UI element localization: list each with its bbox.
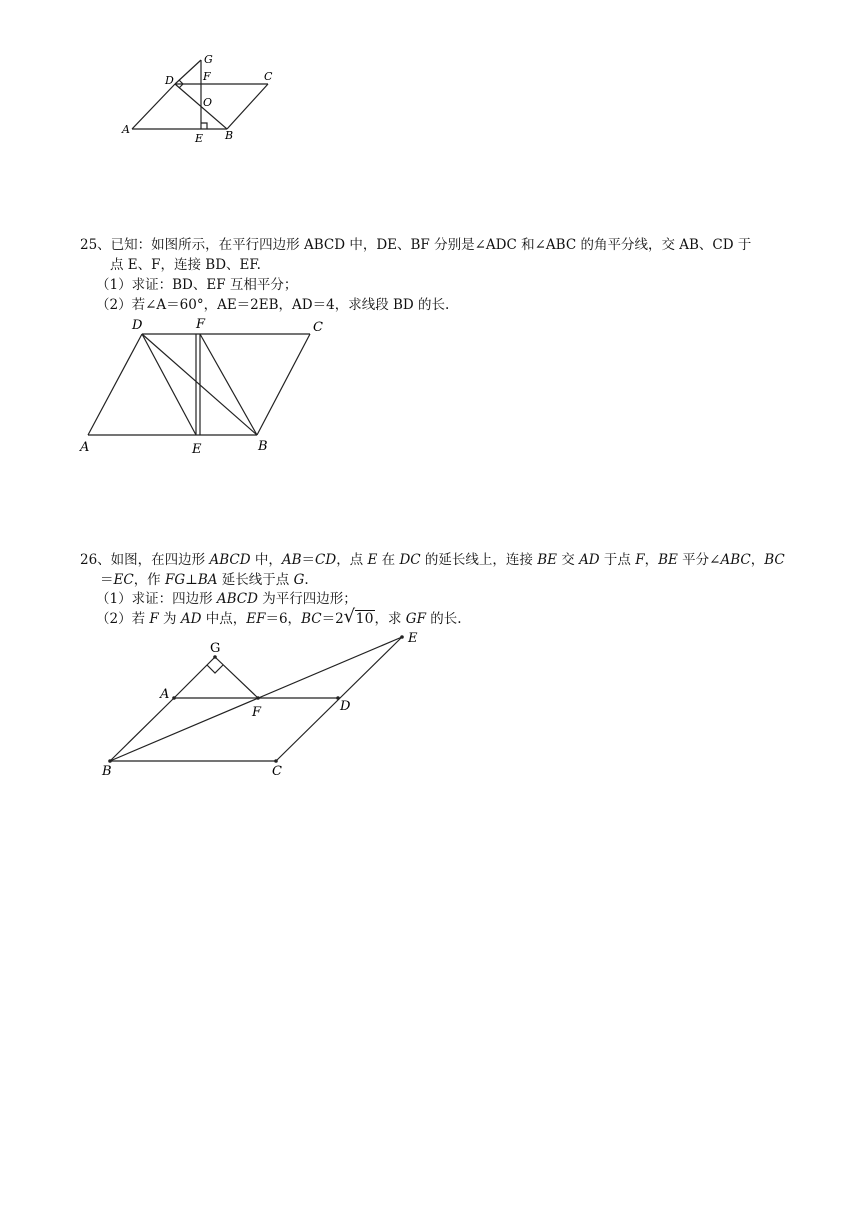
q25-line-1: 25、已知：如图所示，在平行四边形 ABCD 中，DE、BF 分别是∠ADC 和∠ABC 的角平分线，交 AB、CD 于 [80,237,752,253]
right-angle-G [207,665,223,673]
q25-line-2: 点 E、F，连接 BD、EF. [110,257,261,273]
label-D: D [340,699,351,714]
seg-BA [110,698,174,761]
point-A [172,696,176,700]
seg-AD [88,334,142,435]
label-D: D [165,74,174,87]
point-F [256,696,260,700]
label-G: G [210,641,221,656]
q26-line-1: 26、如图，在四边形 ABCD 中，AB＝CD，点 E 在 DC 的延长线上，连接 BE 交 AD 于点 F，BE 平分∠ABC，BC [80,552,785,568]
label-F: F [203,70,211,83]
label-C: C [313,320,323,335]
seg-BE [110,637,402,761]
label-A: A [122,123,130,136]
label-F: F [252,705,262,720]
q26-line-2: ＝EC，作 FG⊥BA 延长线于点 G. [100,572,309,588]
label-O: O [203,96,213,109]
point-E [400,635,404,639]
point-B [108,759,112,763]
label-B: B [258,439,268,454]
label-C: C [264,70,273,83]
figure-24 [110,50,310,150]
seg-BF [200,334,257,435]
label-D: D [132,318,143,333]
label-E: E [192,442,202,457]
seg-AD [132,84,175,129]
label-E: E [195,132,204,145]
q25-subq-1: （1）求证：BD、EF 互相平分； [96,277,298,293]
q25-subq-2: （2）若∠A＝60°，AE＝2EB，AD＝4，求线段 BD 的长. [96,297,450,313]
label-B: B [225,129,234,142]
label-G: G [204,53,213,66]
sqrt-symbol: √ 10 [343,606,374,627]
label-C: C [272,764,282,779]
seg-GF [215,657,258,698]
q26-subq-2: （2）若 F 为 AD 中点，EF＝6，BC＝2 √ 10，求 GF 的长. [96,606,462,627]
label-A: A [80,440,90,455]
label-F: F [196,317,206,332]
figure-25 [70,312,350,462]
seg-BC [227,84,268,129]
label-B: B [102,764,112,779]
q26-subq-1: （1）求证：四边形 ABCD 为平行四边形； [96,591,357,607]
label-E: E [408,631,418,646]
seg-AG [174,657,215,698]
figure-26 [90,625,430,785]
point-C [274,759,278,763]
label-A: A [160,687,170,702]
seg-DE [142,334,196,435]
right-angle-E [201,123,207,129]
seg-BC [257,334,310,435]
